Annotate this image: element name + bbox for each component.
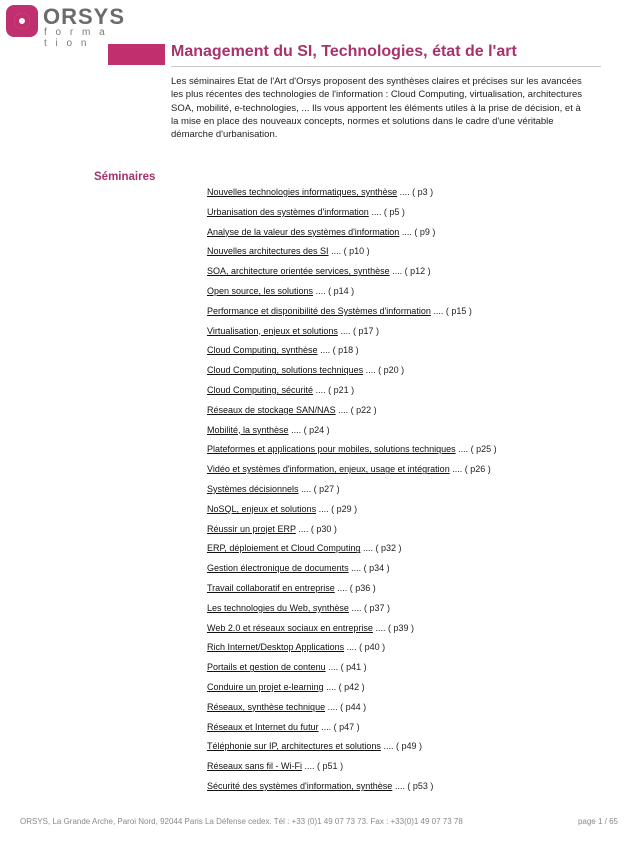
seminar-item bbox=[207, 442, 617, 462]
seminar-item bbox=[207, 541, 617, 561]
seminar-page-ref: .... ( p39 ) bbox=[375, 622, 414, 633]
seminar-page-ref: .... ( p27 ) bbox=[301, 483, 340, 494]
seminar-item bbox=[207, 363, 617, 383]
seminar-item bbox=[207, 225, 617, 245]
seminar-link[interactable]: Web 2.0 et réseaux sociaux en entreprise bbox=[207, 622, 373, 633]
seminar-item bbox=[207, 779, 617, 799]
seminar-link[interactable]: Open source, les solutions bbox=[207, 285, 314, 296]
seminar-page-ref: .... ( p32 ) bbox=[362, 543, 402, 554]
intro-paragraph: Les séminaires Etat de l'Art d'Orsys proposent des synthèses claires et précises sur les avancées les plus récentes des technologies de l'information : Cloud Computing, virtualisation, architectures SOA, mobilité, e-technologies, ... Ils vous apportent les éléments utiles à la prise de décision, et à la mise en place des nouveaux concepts, normes et solutions dans le cadre d'une véritable démarche d'urbanisation. bbox=[171, 76, 583, 141]
seminar-item bbox=[207, 462, 617, 482]
seminar-link[interactable]: Réseaux et Internet du futur bbox=[207, 721, 319, 732]
seminar-page-ref: .... ( p20 ) bbox=[365, 365, 405, 376]
title-accent-block bbox=[108, 44, 165, 65]
seminar-link[interactable]: Portails et gestion de contenu bbox=[207, 662, 326, 673]
seminar-item bbox=[207, 264, 617, 284]
page-title: Management du SI, Technologies, état de l'art bbox=[171, 43, 517, 60]
seminar-page-ref: .... ( p5 ) bbox=[371, 206, 405, 217]
footer-address: ORSYS, La Grande Arche, Paroi Nord, 92044 Paris La Défense cedex. Tél : +33 (0)1 49 07 73 73. Fax : +33(0)1 49 07 73 78 bbox=[20, 817, 463, 826]
seminar-page-ref: .... ( p34 ) bbox=[351, 563, 390, 574]
seminar-page-ref: .... ( p47 ) bbox=[321, 721, 360, 732]
seminar-item bbox=[207, 621, 617, 641]
seminar-link[interactable]: Conduire un projet e-learning bbox=[207, 681, 324, 692]
title-divider bbox=[171, 66, 601, 67]
seminar-item bbox=[207, 720, 617, 740]
seminar-item bbox=[207, 660, 617, 680]
seminar-item bbox=[207, 640, 617, 660]
seminar-page-ref: .... ( p9 ) bbox=[401, 226, 436, 237]
seminar-link[interactable]: Systèmes décisionnels bbox=[207, 483, 299, 494]
seminar-link[interactable]: Réseaux, synthèse technique bbox=[207, 701, 326, 712]
seminar-link[interactable]: SOA, architecture orientée services, synthèse bbox=[207, 266, 390, 277]
seminar-item bbox=[207, 482, 617, 502]
seminar-item bbox=[207, 423, 617, 443]
seminar-item bbox=[207, 403, 617, 423]
seminar-page-ref: .... ( p41 ) bbox=[328, 662, 367, 673]
seminar-link[interactable]: Réussir un projet ERP bbox=[207, 523, 296, 534]
seminar-page-ref: .... ( p14 ) bbox=[315, 285, 355, 296]
seminar-item bbox=[207, 284, 617, 304]
seminar-item bbox=[207, 244, 617, 264]
seminar-page-ref: .... ( p44 ) bbox=[327, 701, 367, 712]
seminar-page-ref: .... ( p42 ) bbox=[326, 681, 365, 692]
seminar-link[interactable]: Vidéo et systèmes d'information, enjeux, usage et intégration bbox=[207, 464, 450, 475]
brand-name: ORSYS bbox=[43, 4, 126, 29]
seminar-page-ref: .... ( p3 ) bbox=[399, 187, 434, 197]
seminar-link[interactable]: Cloud Computing, solutions techniques bbox=[207, 365, 364, 376]
seminar-link[interactable]: Mobilité, la synthèse bbox=[207, 424, 289, 435]
seminar-page-ref: .... ( p18 ) bbox=[320, 345, 359, 356]
seminar-page-ref: .... ( p17 ) bbox=[340, 325, 379, 336]
seminar-item bbox=[207, 680, 617, 700]
seminar-item bbox=[207, 700, 617, 720]
seminar-item bbox=[207, 561, 617, 581]
orsys-logo-mark bbox=[6, 5, 38, 37]
seminar-link[interactable]: Réseaux sans fil - Wi-Fi bbox=[207, 761, 303, 772]
seminar-page-ref: .... ( p24 ) bbox=[291, 424, 330, 435]
seminar-link[interactable]: Téléphonie sur IP, architectures et solutions bbox=[207, 741, 381, 752]
seminar-link[interactable]: Sécurité des systèmes d'information, synthèse bbox=[207, 780, 393, 791]
seminar-page-ref: .... ( p36 ) bbox=[337, 582, 376, 593]
seminar-page-ref: .... ( p25 ) bbox=[458, 444, 497, 455]
seminar-item bbox=[207, 205, 617, 225]
seminar-item bbox=[207, 522, 617, 542]
seminar-link[interactable]: Analyse de la valeur des systèmes d'information bbox=[207, 226, 400, 237]
seminar-link[interactable]: Cloud Computing, sécurité bbox=[207, 384, 314, 395]
seminar-page-ref: .... ( p12 ) bbox=[392, 266, 431, 277]
seminar-link[interactable]: Virtualisation, enjeux et solutions bbox=[207, 325, 338, 336]
seminars-section-label: Séminaires bbox=[94, 171, 156, 183]
seminar-link[interactable]: Travail collaboratif en entreprise bbox=[207, 582, 335, 593]
seminar-link[interactable]: Gestion électronique de documents bbox=[207, 563, 349, 574]
seminar-link[interactable]: ERP, déploiement et Cloud Computing bbox=[207, 543, 361, 554]
brand-tagline: f o r m a t i o n bbox=[44, 27, 108, 49]
seminar-page-ref: .... ( p29 ) bbox=[318, 503, 358, 514]
seminar-page-ref: .... ( p37 ) bbox=[351, 602, 390, 613]
footer-page-number: page 1 / 65 bbox=[577, 817, 618, 826]
seminar-link[interactable]: NoSQL, enjeux et solutions bbox=[207, 503, 317, 514]
seminar-item bbox=[207, 185, 617, 205]
seminar-item bbox=[207, 502, 617, 522]
seminar-item bbox=[207, 581, 617, 601]
orsys-logo bbox=[6, 4, 126, 49]
seminar-link[interactable]: Nouvelles technologies informatiques, synthèse bbox=[207, 187, 398, 197]
seminar-page-ref: .... ( p51 ) bbox=[304, 761, 344, 772]
seminar-link[interactable]: Performance et disponibilité des Systèmes d'information bbox=[207, 305, 431, 316]
seminar-link[interactable]: Rich Internet/Desktop Applications bbox=[207, 642, 345, 653]
seminar-link[interactable]: Plateformes et applications pour mobiles, solutions techniques bbox=[207, 444, 456, 455]
seminar-link[interactable]: Réseaux de stockage SAN/NAS bbox=[207, 404, 336, 415]
seminar-link[interactable]: Nouvelles architectures des SI bbox=[207, 246, 329, 257]
seminar-item bbox=[207, 324, 617, 344]
seminar-link[interactable]: Les technologies du Web, synthèse bbox=[207, 602, 349, 613]
seminar-item bbox=[207, 343, 617, 363]
seminar-page-ref: .... ( p30 ) bbox=[298, 523, 337, 534]
seminar-page-ref: .... ( p22 ) bbox=[338, 404, 377, 415]
seminar-page-ref: .... ( p10 ) bbox=[331, 246, 370, 257]
seminar-item bbox=[207, 759, 617, 779]
seminar-link[interactable]: Urbanisation des systèmes d'information bbox=[207, 206, 369, 217]
seminar-page-ref: .... ( p49 ) bbox=[383, 741, 422, 752]
seminar-item bbox=[207, 383, 617, 403]
seminar-item bbox=[207, 304, 617, 324]
seminar-page-ref: .... ( p26 ) bbox=[452, 464, 491, 475]
seminar-page-ref: .... ( p21 ) bbox=[315, 384, 355, 395]
seminar-item bbox=[207, 601, 617, 621]
seminar-page-ref: .... ( p40 ) bbox=[346, 642, 386, 653]
seminar-page-ref: .... ( p53 ) bbox=[394, 780, 434, 791]
seminar-item bbox=[207, 739, 617, 759]
seminar-page-ref: .... ( p15 ) bbox=[433, 305, 472, 316]
seminar-link[interactable]: Cloud Computing, synthèse bbox=[207, 345, 318, 356]
seminar-list bbox=[207, 185, 617, 799]
